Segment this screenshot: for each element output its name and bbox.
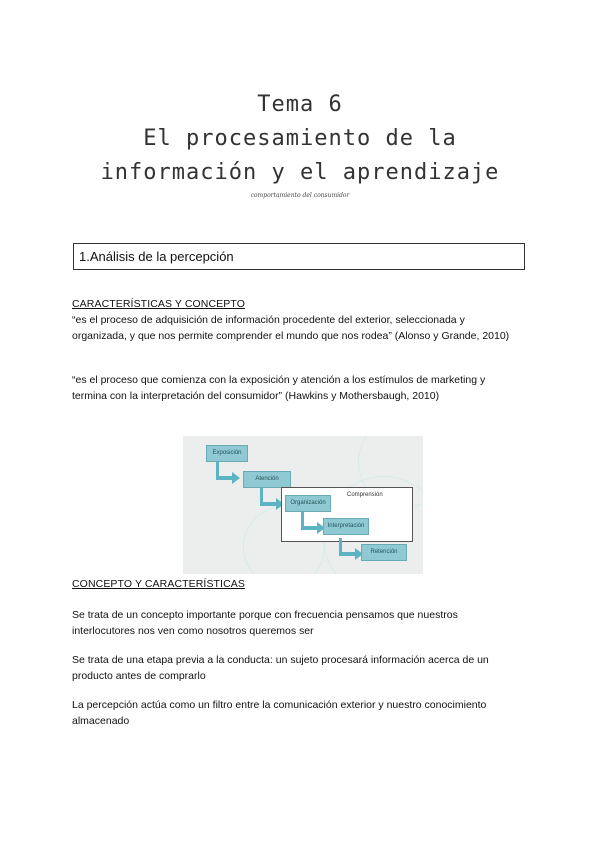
step-interpretacion: Interpretación xyxy=(323,518,369,535)
doc-title-line-1: Tema 6 xyxy=(257,92,343,117)
doc-subtitle: comportamiento del consumidor xyxy=(250,192,350,199)
section-heading: 1.Análisis de la percepción xyxy=(73,243,525,270)
perception-process-diagram xyxy=(183,436,423,574)
doc-title-line-2: El procesamiento de la xyxy=(143,126,457,151)
step-exposicion: Exposición xyxy=(206,445,248,462)
step-atencion: Atención xyxy=(243,471,291,488)
paragraph-definition-2: “es el proceso que comienza con la exposición y atención a los estímulos de marketing y termina con la interpretación del consumidor” (Hawkins y Mothersbaugh, 2010) xyxy=(72,374,486,402)
paragraph-filter: La percepción actúa como un filtro entre la comunicación exterior y nuestro conocimiento almacenado xyxy=(72,699,487,727)
paragraph-prior-stage: Se trata de una etapa previa a la conducta: un sujeto procesará información acerca de un producto antes de comprarlo xyxy=(72,654,489,682)
step-retencion: Retención xyxy=(361,544,407,561)
heading-caracteristicas: CARACTERÍSTICAS Y CONCEPTO xyxy=(72,298,245,310)
step-organizacion: Organización xyxy=(285,495,331,512)
arrow-icon xyxy=(216,462,244,484)
doc-title-line-3: información y el aprendizaje xyxy=(100,160,500,185)
label-comprension: Comprensión xyxy=(347,492,383,498)
paragraph-definition-1: “es el proceso de adquisición de información procedente del exterior, seleccionada y organizada, y que nos permite comprender el mundo que nos rodea” (Alonso y Grande, 2010) xyxy=(72,314,510,342)
paragraph-concept-importance: Se trata de un concepto importante porque con frecuencia pensamos que nuestros interlocutores nos ven como nosotros queremos ser xyxy=(72,609,458,637)
heading-concepto: CONCEPTO Y CARACTERÍSTICAS xyxy=(72,578,245,590)
